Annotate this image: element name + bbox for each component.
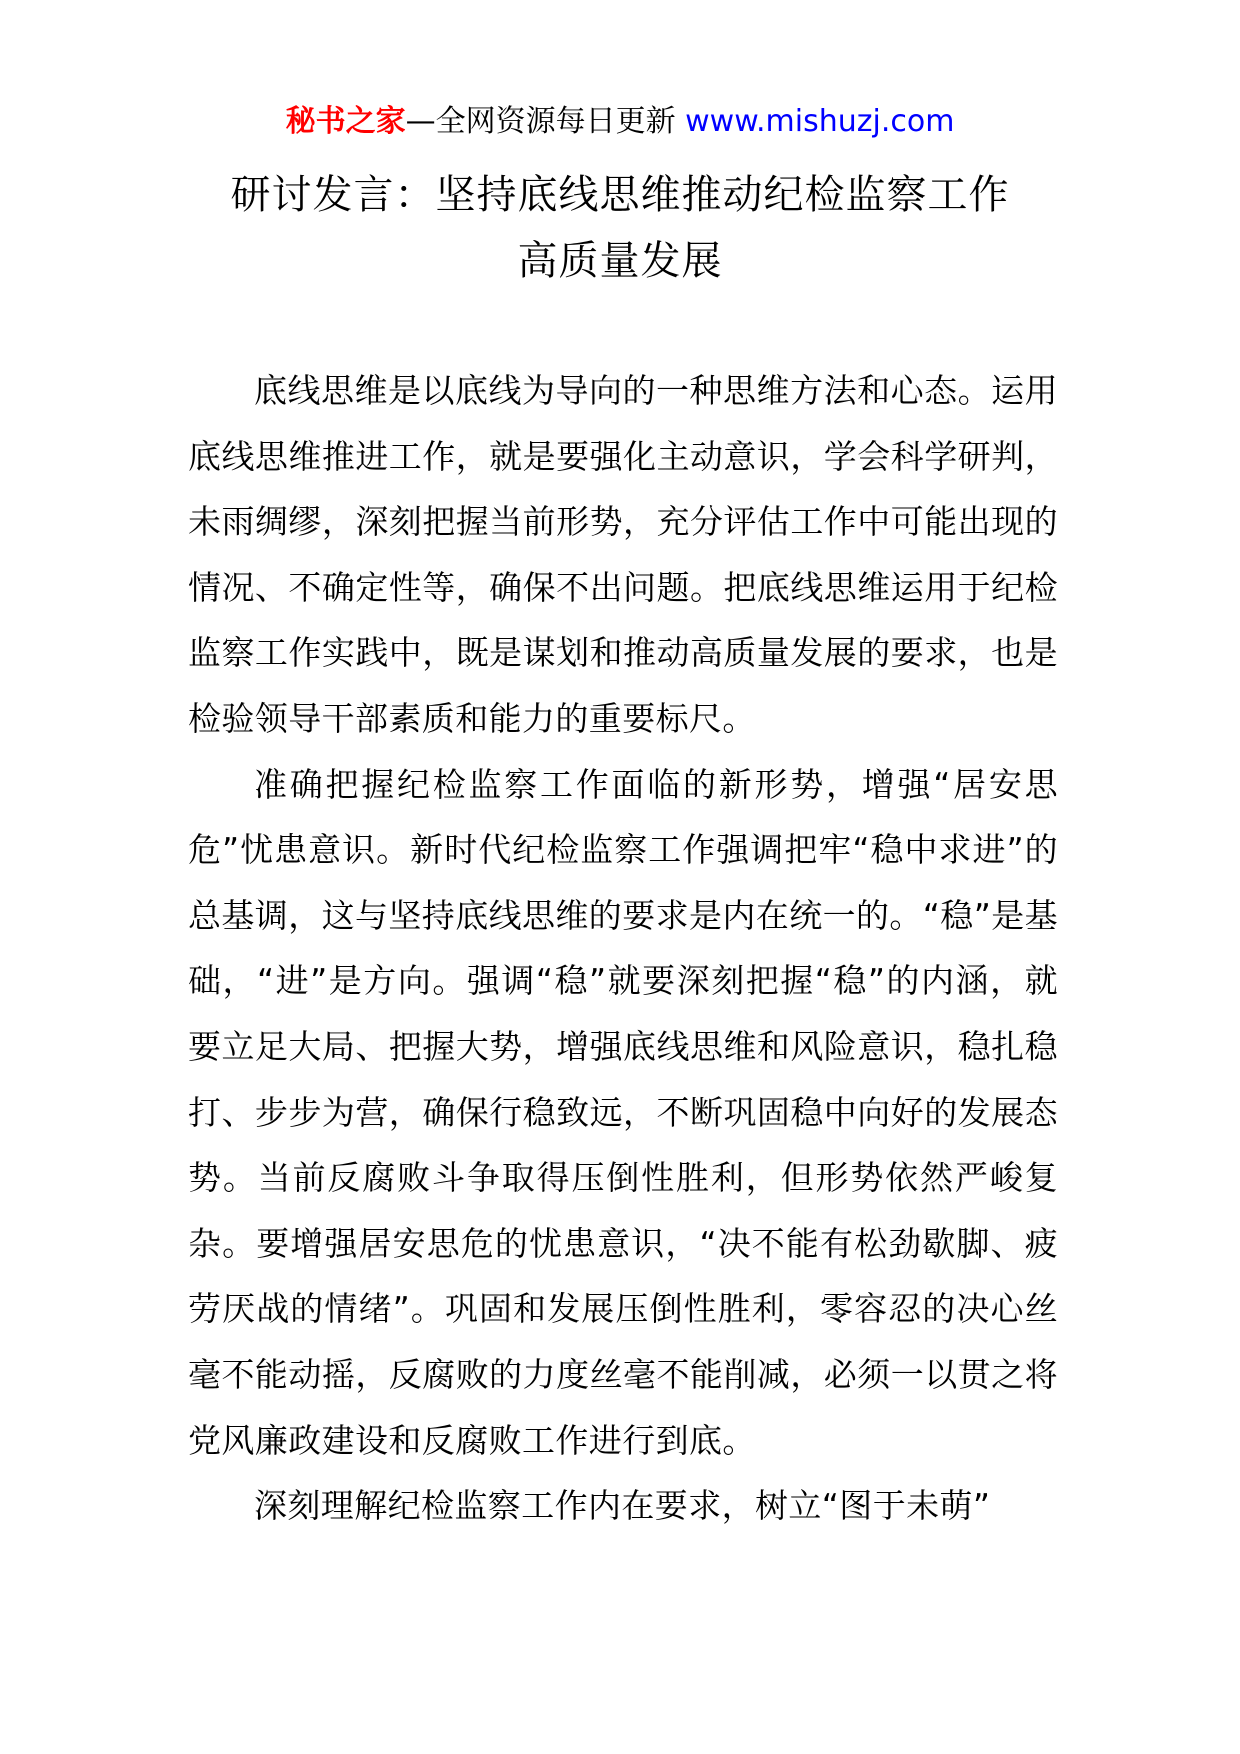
paragraph-3: 深刻理解纪检监察工作内在要求，树立“图于未萌” xyxy=(254,1486,991,1526)
document-title xyxy=(160,162,1080,294)
title-line-2: 高质量发展 xyxy=(517,238,723,284)
site-url-link[interactable]: www.mishuzj.com xyxy=(685,104,955,139)
paragraph-1: 底线思维是以底线为导向的一种思维方法和心态。运用底线思维推进工作，就是要强化主动意识，学会科学研判，未雨绸缪，深刻把握当前形势，充分评估工作中可能出现的情况、不确定性等，确保不出问题。把底线思维运用于纪检监察工作实践中，既是谋划和推动高质量发展的要求，也是检验领导干部素质和能力的重要标尺。 xyxy=(188,371,1058,738)
document-body xyxy=(188,358,1058,1539)
site-tagline: —全网资源每日更新 xyxy=(405,104,676,139)
title-line-1: 研讨发言：坚持底线思维推动纪检监察工作 xyxy=(230,172,1010,218)
site-header xyxy=(0,100,1240,144)
site-brand: 秘书之家 xyxy=(285,104,406,139)
paragraph-2: 准确把握纪检监察工作面临的新形势，增强“居安思危”忧患意识。新时代纪检监察工作强调把牢“稳中求进”的总基调，这与坚持底线思维的要求是内在统一的。“稳”是基础，“进”是方向。强调“稳”就要深刻把握“稳”的内涵，就要立足大局、把握大势，增强底线思维和风险意识，稳扎稳打、步步为营，确保行稳致远，不断巩固稳中向好的发展态势。当前反腐败斗争取得压倒性胜利，但形势依然严峻复杂。要增强居安思危的忧患意识，“决不能有松劲歇脚、疲劳厌战的情绪”。巩固和发展压倒性胜利，零容忍的决心丝毫不能动摇，反腐败的力度丝毫不能削减，必须一以贯之将党风廉政建设和反腐败工作进行到底。 xyxy=(188,764,1058,1460)
